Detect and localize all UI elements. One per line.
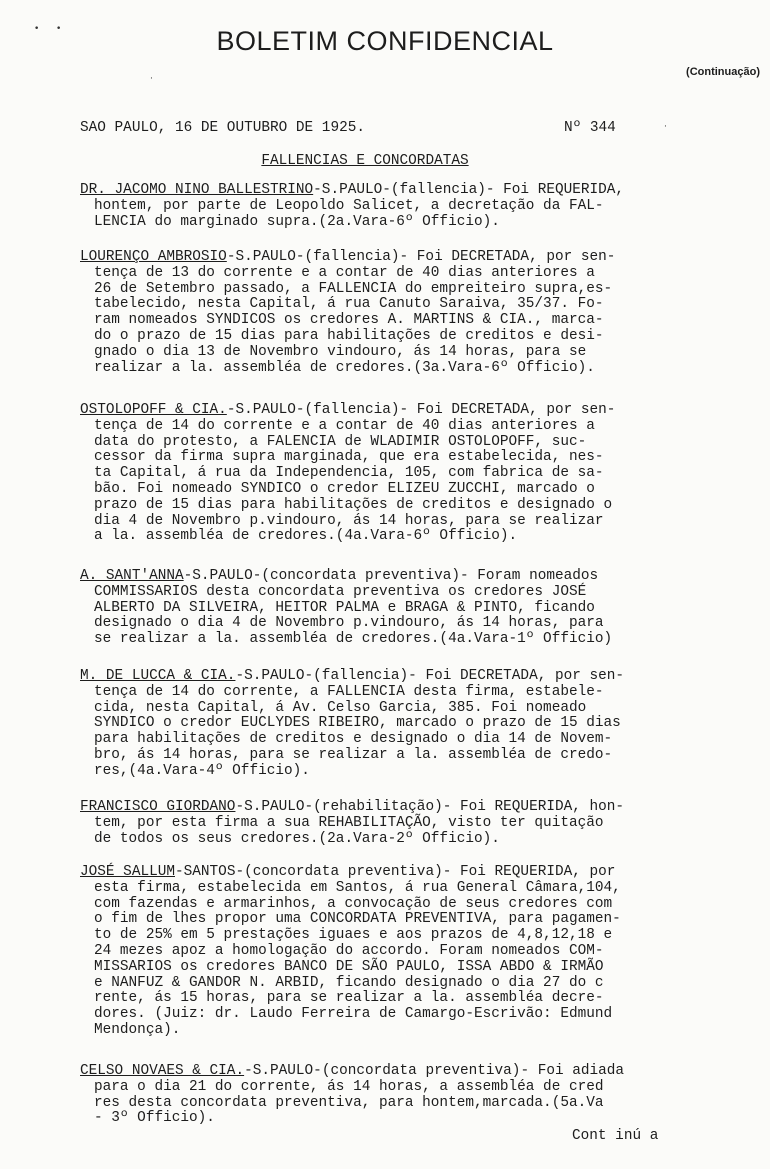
entry-first-line: -S.PAULO-(concordata preventiva)- Foi adiada [244, 1063, 625, 1079]
entry-first-line: -SANTOS-(concordata preventiva)- Foi REQUERIDA, por [175, 864, 616, 880]
entry-line: cessor da firma supra marginada, que era estabelecida, nes- [94, 449, 604, 466]
bulletin-number: Nº 344 [564, 120, 616, 136]
entry-line: para habilitações de creditos e designado o dia 14 de Novem- [94, 731, 613, 748]
entry-line: res desta concordata preventiva, para hontem,marcada.(5a.Va [94, 1094, 604, 1111]
entry-head: CELSO NOVAES & CIA. [80, 1063, 245, 1079]
entry-head: JOSÉ SALLUM [80, 864, 175, 880]
entry-line: tença de 14 do corrente e a contar de 40 dias anteriores a [94, 417, 595, 434]
notice-entry [80, 569, 698, 648]
section-title: FALLENCIAS E CONCORDATAS [261, 153, 469, 169]
entry-line: de todos os seus credores.(2a.Vara-2º Officio). [94, 830, 500, 847]
entry-line: dores. (Juiz: dr. Laudo Ferreira de Camargo-Escrivão: Edmund [94, 1006, 613, 1023]
entry-line: to de 25% em 5 prestações iguaes e aos prazos de 4,8,12,18 e [94, 927, 613, 944]
entry-line: rente, ás 15 horas, para se realizar a la. assembléa decre- [94, 990, 604, 1007]
entry-line: se realizar a la. assembléa de credores.(4a.Vara-1º Officio) [94, 631, 613, 648]
entry-head: FRANCISCO GIORDANO [80, 799, 236, 815]
entry-line: cida, nesta Capital, á Av. Celso Garcia, 385. Foi nomeado [94, 699, 587, 716]
entry-line: 26 de Setembro passado, a FALLENCIA do empreiteiro supra,es- [94, 280, 613, 297]
entry-line: tem, por esta firma a sua REHABILITAÇÃO, visto ter quitação [94, 814, 604, 831]
entry-line: dia 4 de Novembro p.vindouro, ás 14 horas, para se realizar [94, 512, 604, 529]
entry-line: ram nomeados SYNDICOS os credores A. MARTINS & CIA., marca- [94, 312, 604, 329]
entry-line: realizar a la. assembléa de credores.(3a.Vara-6º Officio). [94, 359, 595, 376]
entry-head: M. DE LUCCA & CIA. [80, 668, 236, 684]
entry-line: o fim de lhes propor uma CONCORDATA PREVENTIVA, para pagamen- [94, 911, 621, 928]
entry-first-line: -S.PAULO-(fallencia)- Foi REQUERIDA, [313, 182, 625, 198]
paper-speck-mark: · [150, 74, 153, 84]
entry-line: tença de 14 do corrente, a FALLENCIA desta firma, estabele- [94, 683, 604, 700]
entry-line: do o prazo de 15 dias para habilitações de creditos e desi- [94, 327, 604, 344]
paper-speck-mark: · [664, 122, 667, 132]
entry-line: a la. assembléa de credores.(4a.Vara-6º Officio). [94, 528, 518, 545]
entry-line: ALBERTO DA SILVEIRA, HEITOR PALMA e BRAGA & PINTO, ficando [94, 599, 595, 616]
entry-line: bro, ás 14 horas, para se realizar a la. assembléa de credo- [94, 746, 613, 763]
notice-entry [80, 800, 698, 847]
entry-line: SYNDICO o credor EUCLYDES RIBEIRO, marcado o prazo de 15 dias [94, 715, 621, 732]
paper-speck-mark: • [56, 24, 62, 34]
entry-line: res,(4a.Vara-4º Officio). [94, 762, 310, 779]
notice-entry [80, 250, 698, 376]
entry-line: hontem, por parte de Leopoldo Salicet, a decretação da FAL- [94, 197, 604, 214]
entry-line: Mendonça). [94, 1021, 181, 1038]
notice-entry [80, 403, 698, 545]
entry-first-line: -S.PAULO-(fallencia)- Foi DECRETADA, por sen- [226, 402, 616, 418]
entry-line: com fazendas e armarinhos, a convocação de seus credores com [94, 895, 613, 912]
entry-line: 24 mezes apoz a homologação do accordo. Foram nomeados COM- [94, 942, 604, 959]
entry-line: para o dia 21 do corrente, ás 14 horas, a assembléa de cred [94, 1078, 604, 1095]
entry-line: esta firma, estabelecida em Santos, á rua General Câmara,104, [94, 879, 621, 896]
notice-entry [80, 1064, 698, 1127]
entry-line: COMMISSARIOS desta concordata preventiva os credores JOSÉ [94, 583, 587, 600]
bulletin-title: BOLETIM CONFIDENCIAL [216, 26, 554, 56]
entry-line: prazo de 15 dias para habilitações de creditos e designado o [94, 496, 613, 513]
entry-head: OSTOLOPOFF & CIA. [80, 402, 227, 418]
entry-line: designado o dia 4 de Novembro p.vindouro, ás 14 horas, para [94, 615, 604, 632]
paper-speck-mark: • [34, 24, 40, 34]
entry-line: e NANFUZ & GANDOR N. ARBID, ficando designado o dia 27 do c [94, 974, 604, 991]
entry-head: LOURENÇO AMBROSIO [80, 249, 227, 265]
continues-note: Cont inú a [572, 1128, 659, 1144]
entry-line: - 3º Officio). [94, 1110, 215, 1127]
entry-head: A. SANT'ANNA [80, 568, 184, 584]
bulletin-date: SAO PAULO, 16 DE OUTUBRO DE 1925. [80, 120, 365, 136]
entry-line: LENCIA do marginado supra.(2a.Vara-6º Officio). [94, 213, 500, 230]
notice-entry [80, 865, 698, 1039]
entry-line: tença de 13 do corrente e a contar de 40 dias anteriores a [94, 264, 595, 281]
entry-head: DR. JACOMO NINO BALLESTRINO [80, 182, 314, 198]
entry-line: data do protesto, a FALENCIA de WLADIMIR OSTOLOPOFF, suc- [94, 433, 587, 450]
entry-line: bão. Foi nomeado SYNDICO o credor ELIZEU ZUCCHI, marcado o [94, 480, 595, 497]
entry-line: MISSARIOS os credores BANCO DE SÃO PAULO, ISSA ABDO & IRMÃO [94, 958, 604, 975]
entry-line: tabelecido, nesta Capital, á rua Canuto Saraiva, 35/37. Fo- [94, 296, 604, 313]
entry-first-line: -S.PAULO-(fallencia)- Foi DECRETADA, por sen- [235, 668, 625, 684]
entry-first-line: -S.PAULO-(fallencia)- Foi DECRETADA, por sen- [226, 249, 616, 265]
entry-line: ta Capital, á rua da Independencia, 105, com fabrica de sa- [94, 465, 604, 482]
entry-first-line: -S.PAULO-(rehabilitação)- Foi REQUERIDA, hon- [235, 799, 625, 815]
entry-line: gnado o dia 13 de Novembro vindouro, ás 14 horas, para se [94, 343, 587, 360]
continuation-note: (Continuação) [686, 66, 760, 78]
notice-entry [80, 183, 698, 230]
entry-first-line: -S.PAULO-(concordata preventiva)- Foram nomeados [183, 568, 599, 584]
notice-entry [80, 669, 698, 780]
